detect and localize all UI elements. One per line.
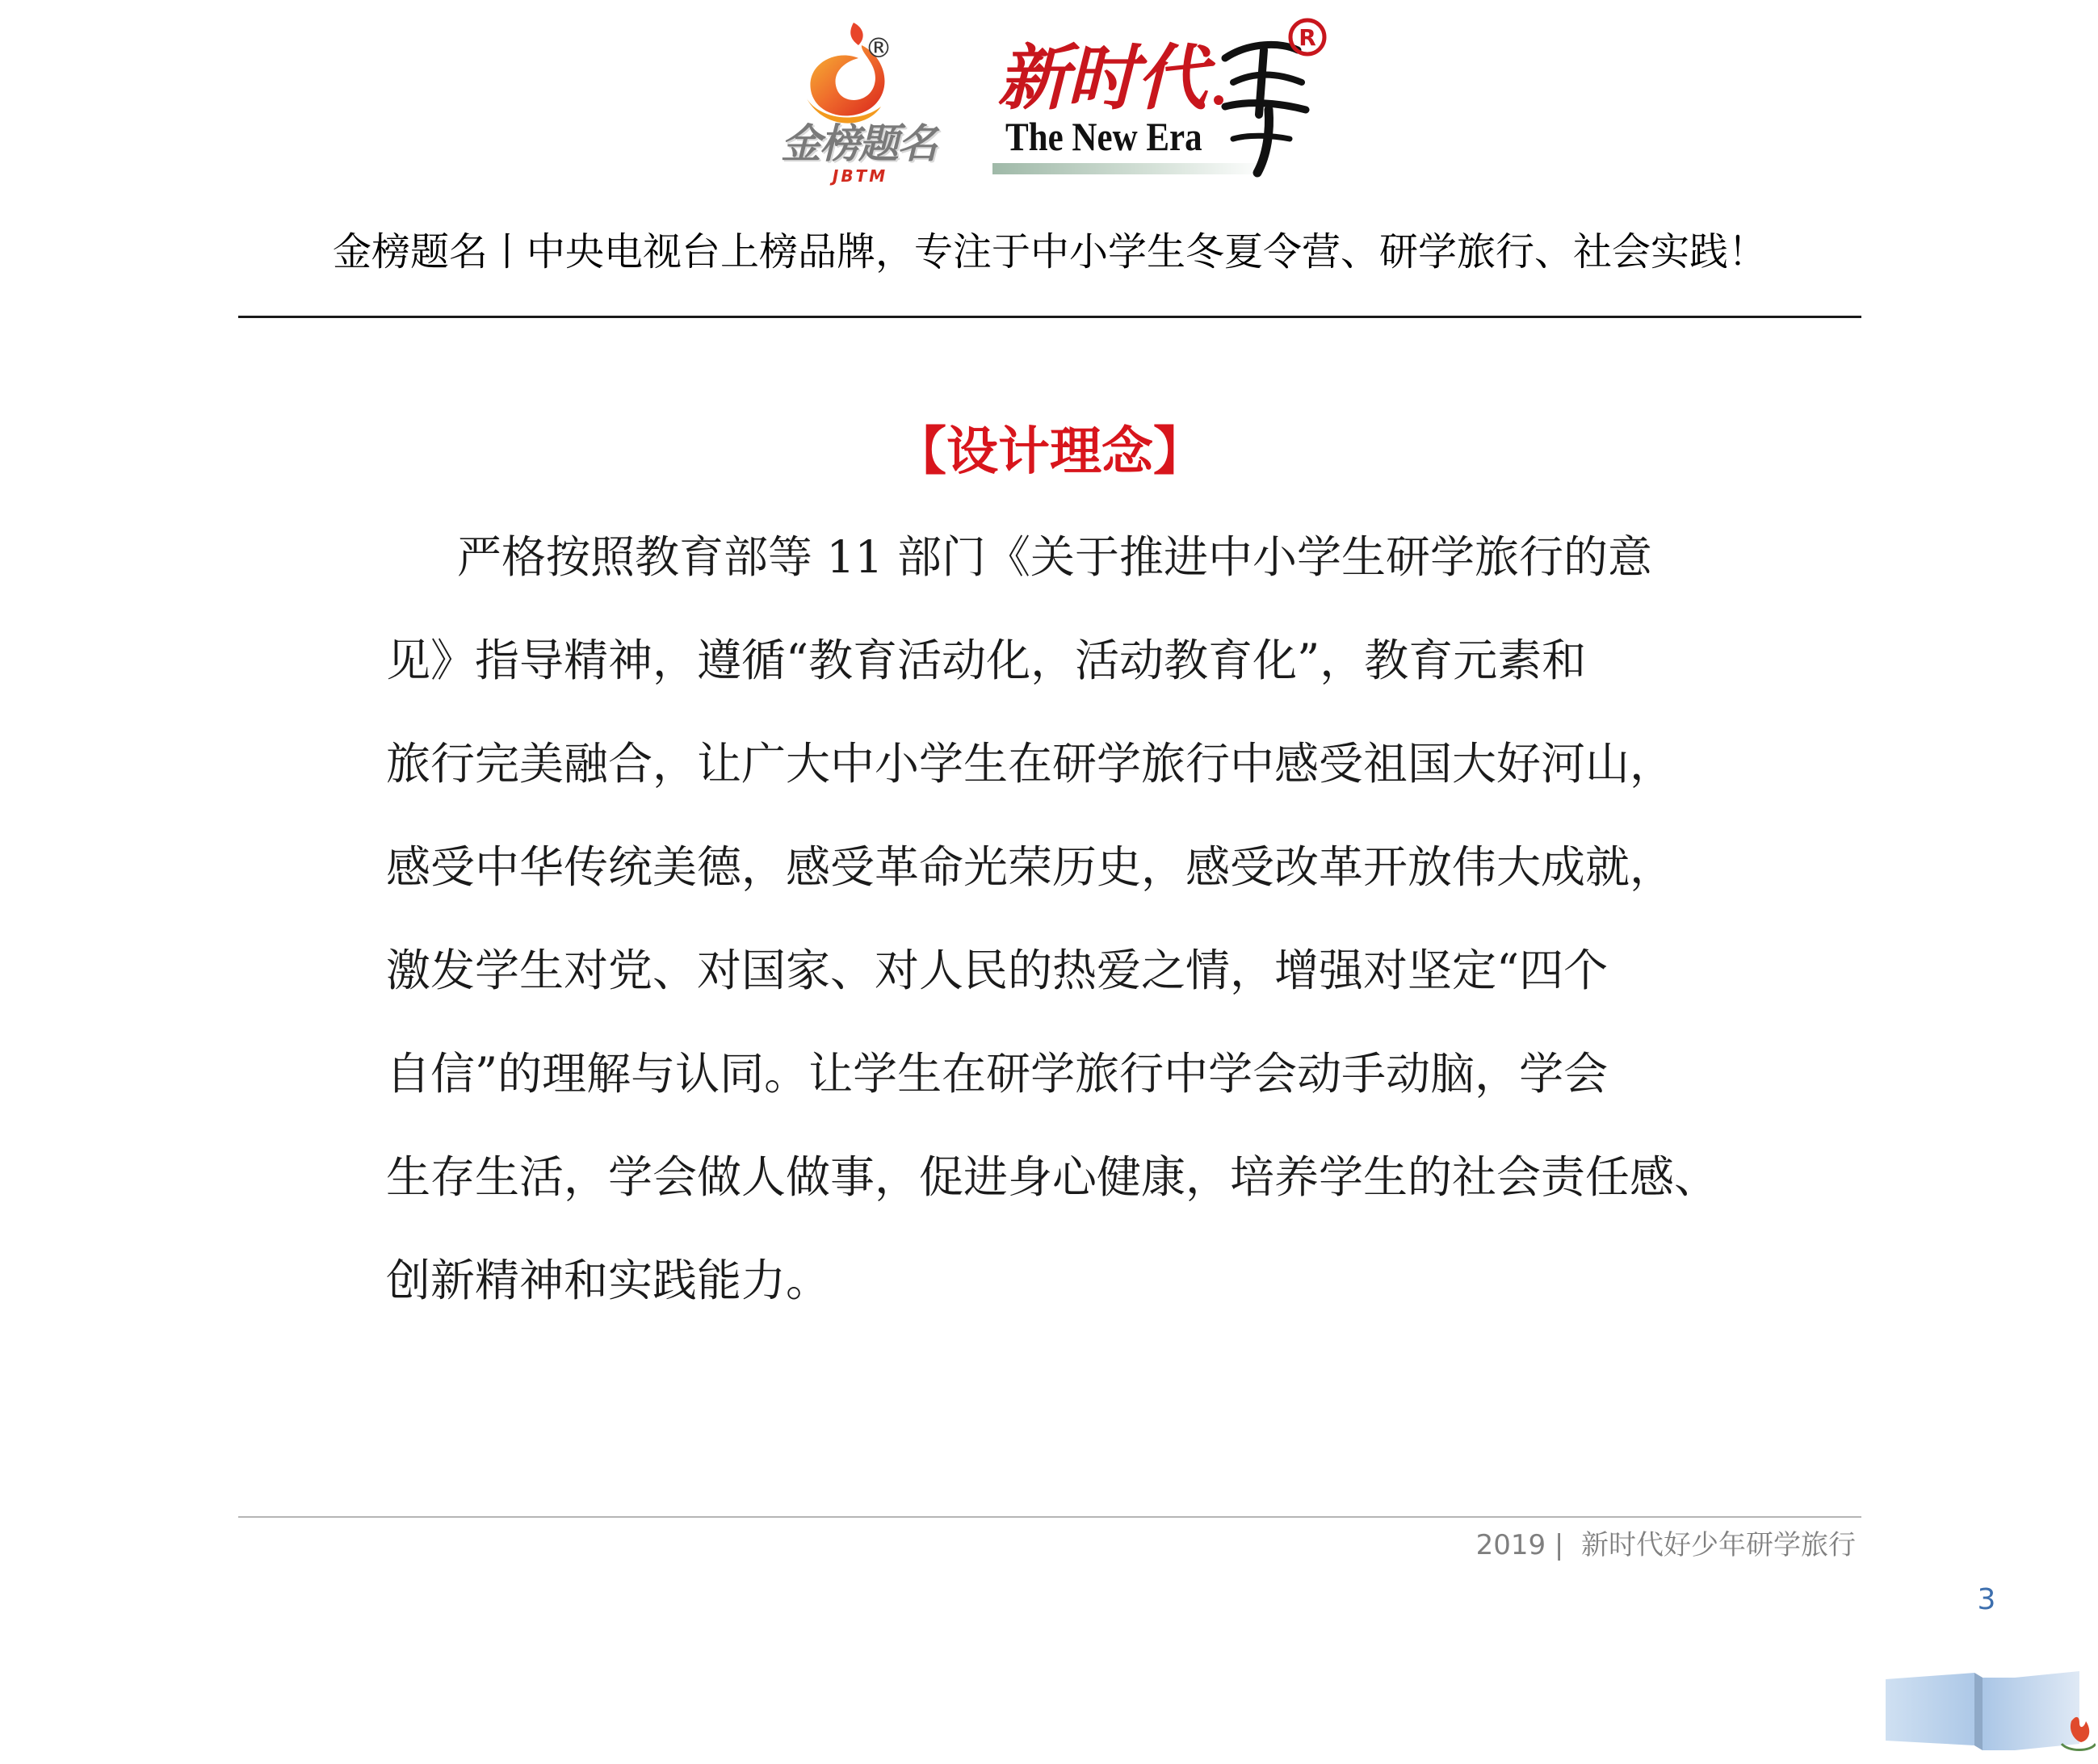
jbtm-brand-name: 金榜题名 (781, 120, 936, 167)
jbtm-brand-sub: JBTM (832, 166, 888, 186)
new-era-logo (989, 16, 1345, 178)
footer-separator: | (1554, 1529, 1564, 1561)
paragraph-line: 见》指导精神，遵循“教育活动化，活动教育化”，教育元素和 (386, 635, 1587, 686)
paragraph-line: 自信”的理解与认同。让学生在研学旅行中学会动手动脑，学会 (386, 1048, 1609, 1100)
paragraph-line: 生存生活，学会做人做事，促进身心健康，培养学生的社会责任感、 (386, 1151, 1719, 1203)
page-number: 3 (1977, 1583, 1996, 1616)
paragraph-line: 创新精神和实践能力。 (386, 1255, 831, 1306)
footer-divider (238, 1516, 1861, 1518)
paragraph-line: 旅行完美融合，让广大中小学生在研学旅行中感受祖国大好河山， (386, 738, 1675, 790)
registered-letter: R (1299, 24, 1316, 51)
footer-running-title (1476, 1521, 1856, 1569)
header-tagline: 金榜题名丨中央电视台上榜品牌，专注于中小学生冬夏令营、研学旅行、社会实践！ (332, 229, 1767, 274)
section-title: 【设计理念】 (895, 421, 1205, 482)
jbtm-logo (763, 16, 957, 186)
registered-circle-icon (1286, 16, 1328, 58)
footer-title: 新时代好少年研学旅行 (1581, 1529, 1856, 1561)
header-divider (238, 316, 1861, 318)
paragraph-line: 感受中华传统美德，感受革命光荣历史，感受改革开放伟大成就， (386, 841, 1675, 893)
corner-ribbon-decoration (1878, 1663, 2096, 1764)
registered-mark: ® (865, 32, 892, 65)
new-era-en-name: The New Era (1005, 114, 1202, 159)
paragraph-line: 严格按照教育部等 11 部门《关于推进中小学生研学旅行的意 (457, 531, 1652, 583)
paragraph-line: 激发学生对党、对国家、对人民的热爱之情，增强对坚定“四个 (386, 945, 1609, 996)
new-era-cn-name: 新时代 (997, 36, 1206, 119)
footer-year: 2019 (1475, 1529, 1546, 1561)
